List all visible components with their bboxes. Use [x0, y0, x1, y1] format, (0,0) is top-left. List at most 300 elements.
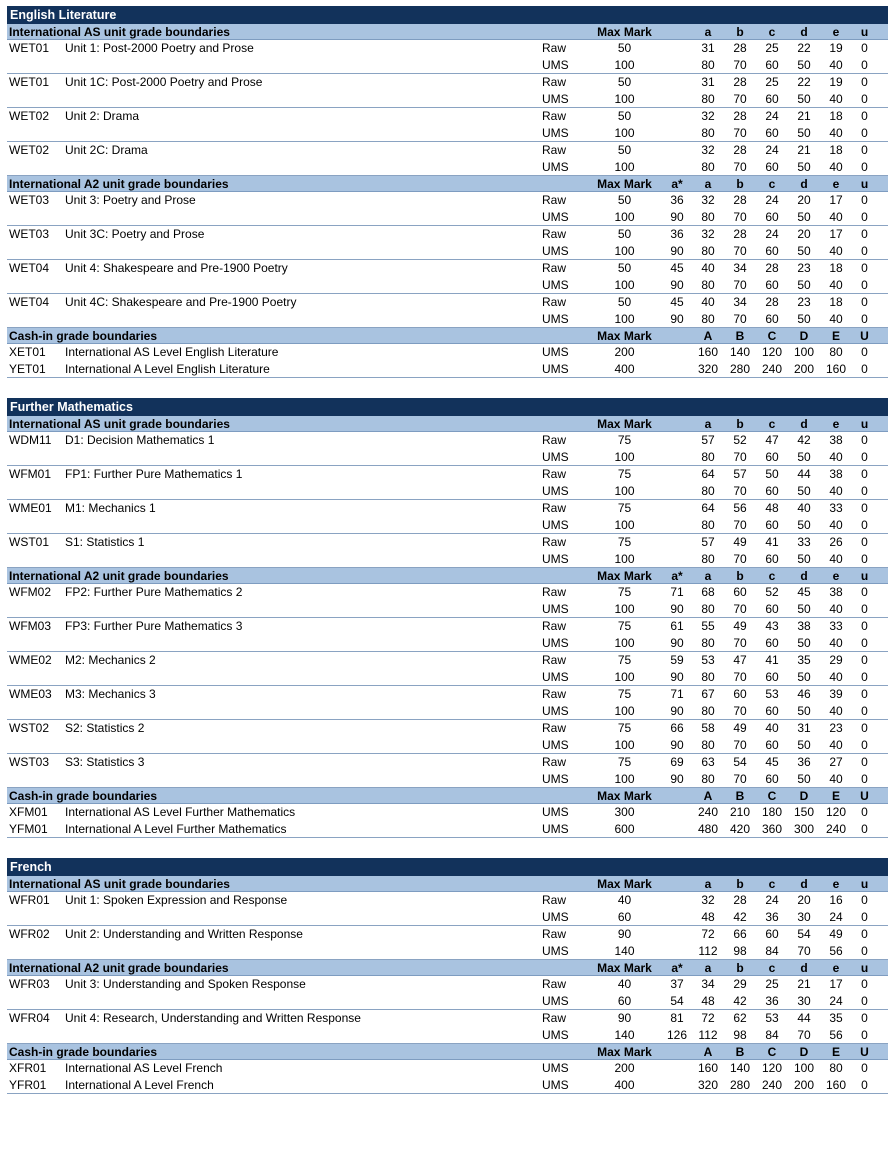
- unit-code-blank: [7, 703, 65, 719]
- type-column-header: [542, 788, 587, 803]
- grade-boundary-value: 70: [733, 92, 747, 106]
- grade-boundary-value: 17: [829, 977, 843, 991]
- unit-entry: [7, 500, 888, 534]
- grade-boundary-value: 72: [701, 927, 715, 941]
- grade-boundary-value: 50: [797, 278, 811, 292]
- unit-code: WET02: [9, 143, 50, 157]
- cash-in-row: [7, 344, 888, 361]
- boundary-header-row: [7, 328, 888, 344]
- unit-name: M3: Mechanics 3: [65, 687, 156, 701]
- grade-boundary-value: 50: [797, 602, 811, 616]
- unit-name: S3: Statistics 3: [65, 755, 145, 769]
- unit-name-blank: [65, 909, 542, 925]
- ums-row: [7, 159, 888, 175]
- boundary-header-row: [7, 416, 888, 432]
- max-mark-header: Max Mark: [597, 961, 652, 975]
- grade-boundary-value: 57: [701, 433, 715, 447]
- grade-column-header: a*: [671, 177, 683, 191]
- grade-boundary-value: 0: [861, 755, 868, 769]
- section-title: French: [7, 858, 888, 876]
- mark-type-label: Raw: [542, 467, 567, 481]
- grade-boundary-value: 28: [733, 143, 747, 157]
- grade-boundary-value: 22: [797, 75, 811, 89]
- grade-boundary-value: 60: [765, 312, 779, 326]
- grade-column-header: E: [831, 789, 840, 803]
- grade-boundary-value: 80: [701, 58, 715, 72]
- max-mark-value: 100: [614, 552, 635, 566]
- grade-boundary-value: 48: [701, 910, 715, 924]
- unit-name-blank: [65, 125, 542, 141]
- unit-code: WFR03: [9, 977, 50, 991]
- grade-boundary-value: 36: [765, 994, 779, 1008]
- grade-boundary-value: [662, 449, 692, 465]
- qualification-name: International A Level English Literature: [65, 361, 270, 376]
- unit-code: WET01: [9, 75, 50, 89]
- grade-boundary-value: 160: [697, 345, 719, 359]
- grade-column-header: u: [860, 177, 869, 191]
- grade-boundary-value: 70: [797, 944, 811, 958]
- grade-boundary-value: 40: [765, 721, 779, 735]
- grade-boundary-value: 0: [861, 772, 868, 786]
- max-mark-value: 100: [614, 772, 635, 786]
- grade-boundary-value: 38: [797, 619, 811, 633]
- cash-in-row: [7, 804, 888, 821]
- raw-row: [7, 40, 888, 57]
- unit-code: WFM03: [9, 619, 51, 633]
- grade-boundary-value: 40: [829, 58, 843, 72]
- grade-boundary-value: 40: [829, 636, 843, 650]
- grade-boundary-value: 0: [861, 619, 868, 633]
- grade-boundary-value: [662, 361, 692, 378]
- boundary-heading: International A2 unit grade boundaries: [9, 961, 229, 975]
- grade-column-header: d: [800, 25, 808, 39]
- grade-boundary-value: 80: [701, 484, 715, 498]
- grade-column-header: c: [768, 25, 776, 39]
- grade-boundary-value: 18: [829, 295, 843, 309]
- unit-name-blank: [65, 601, 542, 617]
- grade-boundary-value: 240: [697, 805, 719, 819]
- grade-boundary-value: 50: [797, 704, 811, 718]
- max-mark-value: 400: [614, 1077, 635, 1092]
- unit-entry: [7, 74, 888, 108]
- ums-row: [7, 909, 888, 925]
- grade-boundary-value: 70: [733, 450, 747, 464]
- mark-type-label: Raw: [542, 109, 567, 123]
- grade-column-header: a: [704, 569, 712, 583]
- grade-boundary-value: 80: [701, 602, 715, 616]
- grade-boundary-value: 28: [733, 193, 747, 207]
- grade-boundary-value: 0: [861, 193, 868, 207]
- grade-boundary-value: 70: [733, 738, 747, 752]
- grade-column-header: B: [735, 329, 745, 343]
- mark-type-label: UMS: [542, 58, 569, 72]
- grade-boundary-value: 0: [861, 552, 868, 566]
- grade-boundary-value: 40: [829, 738, 843, 752]
- mark-type-label: UMS: [542, 244, 569, 258]
- grade-boundary-value: 300: [793, 821, 815, 836]
- boundary-header-row: [7, 788, 888, 804]
- grade-boundary-value: 35: [829, 1011, 843, 1025]
- grade-boundary-value: 420: [729, 821, 751, 836]
- grade-boundary-value: 70: [733, 704, 747, 718]
- grade-boundary-value: 31: [701, 41, 715, 55]
- grade-boundary-value: 24: [765, 143, 779, 157]
- grade-boundary-value: 33: [829, 501, 843, 515]
- grade-boundary-value: 38: [829, 433, 843, 447]
- grade-boundary-value: 60: [765, 636, 779, 650]
- grade-boundary-value: 17: [829, 193, 843, 207]
- mark-type-label: Raw: [542, 193, 567, 207]
- max-mark-value: 140: [614, 944, 635, 958]
- grade-boundary-value: 80: [701, 312, 715, 326]
- mark-type-label: UMS: [542, 312, 569, 326]
- grade-boundary-value: 60: [765, 518, 779, 532]
- unit-name-blank: [65, 943, 542, 959]
- max-mark-value: 75: [617, 467, 632, 481]
- unit-code-blank: [7, 125, 65, 141]
- grade-boundary-value: 120: [761, 345, 783, 359]
- boundary-heading: International AS unit grade boundaries: [9, 417, 230, 431]
- grade-boundary-value: 80: [829, 1061, 843, 1075]
- mark-type-label: Raw: [542, 261, 567, 275]
- max-mark-value: 50: [617, 227, 632, 241]
- unit-name: D1: Decision Mathematics 1: [65, 433, 215, 447]
- grade-boundary-value: 22: [797, 41, 811, 55]
- grade-boundary-value: 23: [797, 261, 811, 275]
- grade-boundary-value: 90: [670, 636, 684, 650]
- grade-boundary-value: 60: [765, 278, 779, 292]
- max-mark-value: 100: [614, 210, 635, 224]
- qualification-name: International A Level French: [65, 1077, 214, 1092]
- grade-boundary-value: 0: [861, 433, 868, 447]
- unit-name-blank: [65, 311, 542, 327]
- grade-boundary-value: 32: [701, 893, 715, 907]
- grade-boundary-value: 60: [765, 670, 779, 684]
- grade-boundary-value: 80: [701, 704, 715, 718]
- grade-boundary-value: 90: [670, 244, 684, 258]
- grade-boundary-value: 18: [829, 261, 843, 275]
- unit-code: WST02: [9, 721, 50, 735]
- max-mark-value: 50: [617, 261, 632, 275]
- grade-boundary-value: 80: [701, 552, 715, 566]
- type-column-header: [542, 960, 587, 975]
- raw-row: [7, 754, 888, 771]
- grade-column-header: A: [703, 1045, 713, 1059]
- grade-boundary-value: 0: [861, 535, 868, 549]
- mark-type-label: Raw: [542, 535, 567, 549]
- grade-boundary-value: 42: [733, 910, 747, 924]
- grade-boundary-value: 29: [829, 653, 843, 667]
- mark-type-label: UMS: [542, 1077, 569, 1092]
- grade-column-header: C: [767, 329, 777, 343]
- grade-boundary-value: 0: [861, 75, 868, 89]
- grade-boundary-value: 0: [861, 210, 868, 224]
- grade-boundary-value: 60: [765, 738, 779, 752]
- grade-boundary-value: 63: [701, 755, 715, 769]
- cash-in-rows: [7, 344, 888, 378]
- section-title: English Literature: [7, 6, 888, 24]
- type-column-header: [542, 328, 587, 343]
- grade-boundary-value: 140: [729, 345, 751, 359]
- grade-boundary-value: 240: [761, 1077, 783, 1092]
- grade-boundary-value: 45: [670, 261, 684, 275]
- grade-boundary-value: 98: [733, 944, 747, 958]
- cash-in-row: [7, 361, 888, 378]
- grade-boundary-value: 31: [797, 721, 811, 735]
- mark-type-label: UMS: [542, 552, 569, 566]
- mark-type-label: UMS: [542, 704, 569, 718]
- unit-name: M1: Mechanics 1: [65, 501, 156, 515]
- max-mark-value: 200: [614, 1061, 635, 1075]
- grade-boundary-value: [662, 943, 692, 959]
- mark-type-label: UMS: [542, 805, 569, 819]
- grade-boundary-value: 28: [733, 41, 747, 55]
- max-mark-value: 50: [617, 295, 632, 309]
- unit-entry: [7, 652, 888, 686]
- max-mark-header: Max Mark: [597, 329, 652, 343]
- grade-boundary-value: 52: [765, 585, 779, 599]
- grade-boundary-value: 50: [797, 670, 811, 684]
- grade-column-header: u: [860, 877, 869, 891]
- grade-boundary-value: 24: [765, 227, 779, 241]
- grade-boundary-value: 23: [829, 721, 843, 735]
- grade-column-header: u: [860, 25, 869, 39]
- ums-row: [7, 125, 888, 141]
- raw-row: [7, 108, 888, 125]
- grade-boundary-value: 70: [733, 552, 747, 566]
- mark-type-label: UMS: [542, 484, 569, 498]
- grade-boundary-value: 33: [829, 619, 843, 633]
- grade-boundary-value: 40: [829, 670, 843, 684]
- grade-boundary-value: 32: [701, 227, 715, 241]
- max-mark-header: Max Mark: [597, 877, 652, 891]
- grade-boundary-value: 280: [729, 1077, 751, 1092]
- grade-boundary-value: 80: [701, 450, 715, 464]
- grade-column-header: c: [768, 177, 776, 191]
- grade-boundary-value: 52: [733, 433, 747, 447]
- unit-code: WET04: [9, 261, 50, 275]
- unit-entry: [7, 720, 888, 754]
- max-mark-value: 50: [617, 143, 632, 157]
- grade-boundary-value: 20: [797, 227, 811, 241]
- max-mark-value: 400: [614, 361, 635, 376]
- mark-type-label: Raw: [542, 41, 567, 55]
- grade-boundary-value: [662, 57, 692, 73]
- unit-name: S1: Statistics 1: [65, 535, 145, 549]
- mark-type-label: Raw: [542, 433, 567, 447]
- grade-column-header: b: [736, 177, 744, 191]
- ums-row: [7, 57, 888, 73]
- unit-name-blank: [65, 91, 542, 107]
- unit-name-blank: [65, 993, 542, 1009]
- grade-boundary-value: 80: [701, 92, 715, 106]
- grade-boundary-value: 360: [761, 821, 783, 836]
- boundary-header-row: [7, 176, 888, 192]
- raw-row: [7, 74, 888, 91]
- unit-code-blank: [7, 277, 65, 293]
- boundary-heading: International AS unit grade boundaries: [9, 877, 230, 891]
- grade-boundary-value: 90: [670, 278, 684, 292]
- unit-code: WET03: [9, 227, 50, 241]
- grade-boundary-value: 49: [733, 619, 747, 633]
- grade-boundary-value: 50: [765, 467, 779, 481]
- grade-boundary-value: 90: [670, 670, 684, 684]
- grade-boundary-value: 0: [861, 910, 868, 924]
- grade-boundary-value: 60: [765, 126, 779, 140]
- ums-row: [7, 483, 888, 499]
- mark-type-label: UMS: [542, 602, 569, 616]
- max-mark-value: 90: [617, 1011, 632, 1025]
- grade-boundary-value: [662, 125, 692, 141]
- grade-boundary-value: 100: [793, 1061, 815, 1075]
- raw-row: [7, 584, 888, 601]
- unit-code-blank: [7, 91, 65, 107]
- grade-boundary-value: 90: [670, 210, 684, 224]
- grade-boundary-value: 28: [765, 261, 779, 275]
- grade-boundary-value: 60: [765, 927, 779, 941]
- grade-boundary-value: 50: [797, 244, 811, 258]
- grade-boundary-value: 70: [733, 602, 747, 616]
- unit-code-blank: [7, 669, 65, 685]
- unit-entry: [7, 534, 888, 568]
- grade-boundary-value: 66: [733, 927, 747, 941]
- grade-boundary-value: 56: [829, 1028, 843, 1042]
- grade-boundary-value: 16: [829, 893, 843, 907]
- raw-row: [7, 500, 888, 517]
- grade-boundary-value: [662, 551, 692, 567]
- grade-boundary-value: [662, 821, 692, 838]
- grade-boundary-value: 50: [797, 552, 811, 566]
- grade-column-header: e: [832, 25, 840, 39]
- max-mark-value: 100: [614, 126, 635, 140]
- grade-boundary-value: 19: [829, 41, 843, 55]
- grade-column-header: e: [832, 961, 840, 975]
- ums-row: [7, 635, 888, 651]
- max-mark-value: 50: [617, 41, 632, 55]
- grade-boundary-value: 21: [797, 143, 811, 157]
- grade-boundary-value: 0: [861, 994, 868, 1008]
- grade-boundary-value: 50: [797, 126, 811, 140]
- grade-boundary-value: 24: [765, 893, 779, 907]
- unit-code: WET01: [9, 41, 50, 55]
- unit-name-blank: [65, 635, 542, 651]
- boundary-header-row: [7, 568, 888, 584]
- grade-boundary-value: 53: [765, 687, 779, 701]
- unit-code-blank: [7, 57, 65, 73]
- grade-boundary-value: 40: [829, 160, 843, 174]
- grade-boundary-value: [662, 1060, 692, 1077]
- max-mark-value: 40: [617, 893, 632, 907]
- unit-code: WFM01: [9, 467, 51, 481]
- mark-type-label: UMS: [542, 518, 569, 532]
- grade-boundary-value: 0: [861, 345, 868, 359]
- grade-boundary-value: 24: [829, 910, 843, 924]
- mark-type-label: UMS: [542, 278, 569, 292]
- max-mark-value: 100: [614, 312, 635, 326]
- unit-name-blank: [65, 209, 542, 225]
- grade-boundary-value: [662, 926, 692, 943]
- unit-code: WET02: [9, 109, 50, 123]
- grade-boundary-value: 70: [733, 772, 747, 786]
- mark-type-label: UMS: [542, 636, 569, 650]
- max-mark-value: 75: [617, 653, 632, 667]
- mark-type-label: UMS: [542, 345, 569, 359]
- grade-boundary-value: 84: [765, 1028, 779, 1042]
- grade-boundary-value: 35: [797, 653, 811, 667]
- grade-boundary-value: 80: [701, 772, 715, 786]
- mark-type-label: UMS: [542, 160, 569, 174]
- grade-boundary-value: 60: [765, 602, 779, 616]
- grade-boundary-value: 25: [765, 41, 779, 55]
- grade-boundary-value: 34: [733, 261, 747, 275]
- grade-column-header: [662, 416, 692, 431]
- grade-boundary-value: 0: [861, 636, 868, 650]
- grade-boundary-value: 26: [829, 535, 843, 549]
- grade-boundary-value: 40: [829, 244, 843, 258]
- cash-in-row: [7, 821, 888, 838]
- cash-in-rows: [7, 804, 888, 838]
- grade-boundary-value: 45: [670, 295, 684, 309]
- grade-boundary-value: 0: [861, 1061, 868, 1075]
- grade-boundary-value: 240: [761, 361, 783, 376]
- ums-row: [7, 517, 888, 533]
- grade-column-header: e: [832, 877, 840, 891]
- ums-row: [7, 311, 888, 327]
- grade-boundary-value: 40: [829, 518, 843, 532]
- unit-code-blank: [7, 737, 65, 753]
- grade-boundary-value: 0: [861, 109, 868, 123]
- grade-boundary-value: [662, 534, 692, 551]
- grade-boundary-value: 28: [733, 109, 747, 123]
- raw-row: [7, 466, 888, 483]
- boundary-header-row: [7, 876, 888, 892]
- grade-boundary-value: 40: [829, 552, 843, 566]
- grade-column-header: D: [799, 1045, 809, 1059]
- max-mark-value: 100: [614, 636, 635, 650]
- grade-column-header: c: [768, 569, 776, 583]
- grade-boundary-value: [662, 159, 692, 175]
- grade-boundary-value: 0: [861, 585, 868, 599]
- boundary-header-row: [7, 960, 888, 976]
- grade-boundary-value: 54: [670, 994, 684, 1008]
- grade-boundary-value: 112: [698, 944, 718, 958]
- grade-boundary-value: 200: [793, 361, 815, 376]
- grade-boundary-value: 58: [701, 721, 715, 735]
- grade-boundary-value: 0: [861, 467, 868, 481]
- unit-code: WST01: [9, 535, 50, 549]
- grade-boundary-value: 28: [733, 75, 747, 89]
- unit-code-blank: [7, 159, 65, 175]
- grade-column-header: c: [768, 417, 776, 431]
- grade-boundary-value: 24: [765, 193, 779, 207]
- unit-code: WST03: [9, 755, 50, 769]
- grade-boundary-value: [662, 1077, 692, 1094]
- grade-boundary-value: 72: [701, 1011, 715, 1025]
- grade-column-header: A: [703, 329, 713, 343]
- unit-code: WFR01: [9, 893, 50, 907]
- grade-boundary-value: 84: [765, 944, 779, 958]
- grade-boundary-value: 0: [861, 126, 868, 140]
- grade-boundary-value: 120: [825, 805, 847, 819]
- unit-name-blank: [65, 243, 542, 259]
- unit-entry: [7, 432, 888, 466]
- grade-column-header: B: [735, 1045, 745, 1059]
- unit-name: FP3: Further Pure Mathematics 3: [65, 619, 243, 633]
- unit-name-blank: [65, 551, 542, 567]
- unit-code-blank: [7, 993, 65, 1009]
- boundary-heading: International A2 unit grade boundaries: [9, 177, 229, 191]
- grade-boundary-value: 80: [701, 278, 715, 292]
